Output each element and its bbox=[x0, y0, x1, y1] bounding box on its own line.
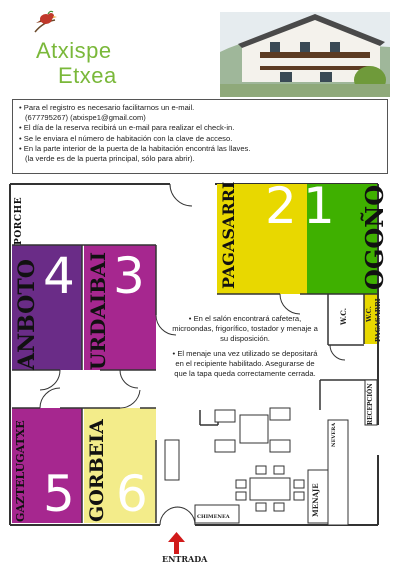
room-gorbeia-number: 6 bbox=[116, 465, 148, 523]
salon-info bbox=[170, 314, 320, 384]
room-pagasarri-label: PAGASARRI bbox=[219, 181, 238, 289]
room-urdaibai-number: 3 bbox=[113, 247, 145, 305]
info-item: • Se le enviara el número de habitación con la clave de acceso. bbox=[19, 134, 383, 144]
nevera-label: NEVERA bbox=[331, 422, 337, 447]
room-gaztelugatxe-number: 5 bbox=[43, 465, 75, 523]
info-item: • En la parte interior de la puerta de la habitación encontrá las llaves. bbox=[19, 144, 383, 154]
logo-text-line1: Atxispe bbox=[36, 38, 112, 63]
logo bbox=[0, 0, 200, 95]
info-item: • Para el registro es necesario facilitarnos un e-mail. bbox=[19, 103, 383, 113]
room-ogono-label: OGOÑO bbox=[360, 184, 389, 290]
info-item: (677795267) (atxispe1@gmail.com) bbox=[25, 113, 146, 123]
wc-pagasarri-label-2: PAGASARRI bbox=[374, 298, 382, 342]
room-gorbeia-label: GORBEIA bbox=[86, 419, 108, 522]
room-ogono-number: 1 bbox=[303, 177, 335, 235]
info-item: • El día de la reserva recibirá un e-mail para realizar el check-in. bbox=[19, 123, 383, 133]
chimenea-label: CHIMENEA bbox=[197, 514, 230, 520]
entrada-label: ENTRADA bbox=[162, 554, 208, 564]
logo-text-line2: Etxea bbox=[58, 63, 117, 88]
room-anboto-number: 4 bbox=[43, 247, 75, 305]
house-photo bbox=[220, 12, 390, 97]
room-anboto-label: ANBOTO bbox=[14, 259, 40, 370]
porche-label: PORCHE bbox=[14, 196, 24, 245]
menaje-label: MENAJE bbox=[311, 483, 320, 517]
room-pagasarri-number: 2 bbox=[265, 177, 297, 235]
bird-icon bbox=[33, 10, 59, 34]
salon-text-1: En el salón encontrará cafetera, microondas, frigorífico, tostador y menaje a su disposición. bbox=[172, 314, 318, 343]
wc-pagasarri-label-1: W.C. bbox=[365, 306, 373, 322]
salon-text-2: El menaje una vez utilizado se depositará en el recipiente habilitado. Asegurarse de que la tapa queda correctamente cerrada. bbox=[174, 349, 318, 378]
room-gaztelugatxe-label: GAZTELUGATXE bbox=[14, 420, 27, 522]
recepcion-label: RECEPCIÓN bbox=[367, 383, 374, 425]
wc-label: W.C. bbox=[339, 307, 348, 325]
room-urdaibai-label: URDAIBAI bbox=[86, 251, 110, 370]
info-box bbox=[12, 99, 388, 174]
info-item: (la verde es de la puerta principal, sólo para abrir). bbox=[25, 154, 195, 164]
